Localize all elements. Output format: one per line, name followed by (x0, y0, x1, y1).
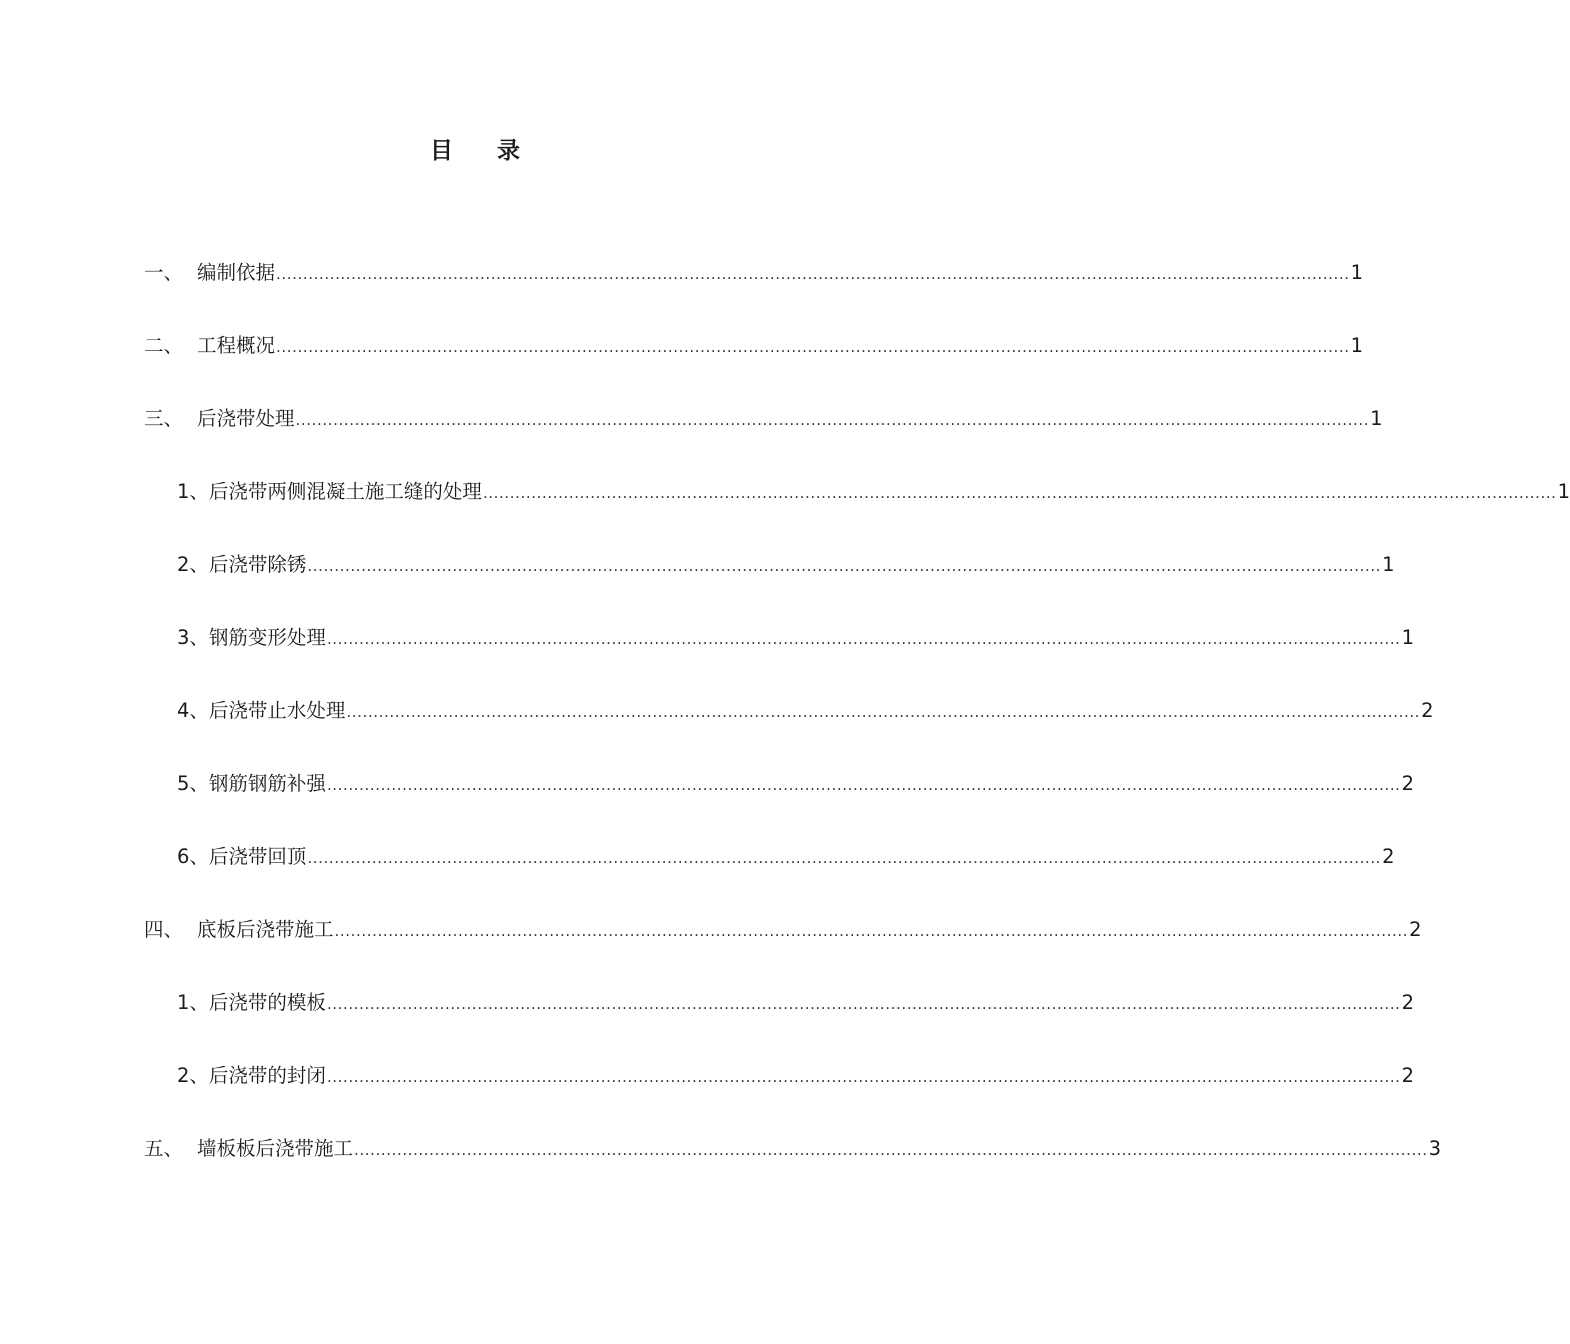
toc-entry-title: 钢筋变形处理 (208, 626, 326, 649)
toc-entry[interactable] (144, 254, 1364, 327)
toc-entry-title: 后浇带的模板 (208, 991, 326, 1014)
toc-dot-leader: ........................................................................................................................................................................................................ (326, 630, 1401, 648)
toc-dot-leader: ........................................................................................................................................................................................................ (276, 265, 1350, 283)
toc-entry-number: 三、 (144, 407, 184, 430)
toc-dot-leader: ........................................................................................................................................................................................................ (354, 1141, 1428, 1159)
page-title: 目 录 (429, 138, 538, 164)
toc-entry-number: 二、 (144, 334, 184, 357)
toc-dot-leader: ........................................................................................................................................................................................................ (482, 484, 1557, 502)
toc-page-number: 1 (1350, 334, 1364, 357)
toc-entry[interactable] (144, 692, 1434, 765)
toc-entry-number: 1、 (177, 480, 209, 503)
toc-dot-leader: ........................................................................................................................................................................................................ (346, 703, 1421, 721)
toc-page-number: 1 (1557, 480, 1570, 503)
toc-page-number: 1 (1350, 261, 1364, 284)
toc-entry-title: 钢筋钢筋补强 (208, 772, 326, 795)
toc-entry-title: 工程概况 (197, 334, 276, 357)
toc-entry-title: 后浇带两侧混凝土施工缝的处理 (208, 480, 482, 503)
toc-entry-title: 墙板板后浇带施工 (197, 1137, 354, 1160)
toc-page-number: 2 (1409, 918, 1422, 941)
toc-entry-number: 5、 (177, 772, 209, 795)
toc-page-number: 1 (1370, 407, 1383, 430)
toc-page-number: 2 (1421, 699, 1434, 722)
table-of-contents (144, 254, 1570, 1203)
toc-page-number: 2 (1382, 845, 1395, 868)
toc-entry[interactable] (144, 546, 1395, 619)
toc-dot-leader: ........................................................................................................................................................................................................ (326, 1068, 1401, 1086)
toc-page-number: 2 (1401, 1064, 1414, 1087)
toc-entry[interactable] (144, 400, 1383, 473)
toc-entry[interactable] (144, 327, 1364, 400)
toc-entry-number: 3、 (177, 626, 209, 649)
toc-entry[interactable] (144, 473, 1570, 546)
toc-dot-leader: ........................................................................................................................................................................................................ (307, 557, 1382, 575)
toc-entry-number: 6、 (177, 845, 209, 868)
toc-entry[interactable] (144, 838, 1395, 911)
toc-entry[interactable] (144, 911, 1422, 984)
toc-entry-number: 1、 (177, 991, 209, 1014)
toc-entry[interactable] (144, 619, 1414, 692)
toc-dot-leader: ........................................................................................................................................................................................................ (295, 411, 1370, 429)
toc-entry-title: 后浇带止水处理 (208, 699, 346, 722)
toc-entry[interactable] (144, 984, 1414, 1057)
toc-entry-title: 后浇带除锈 (208, 553, 307, 576)
toc-page-number: 2 (1401, 772, 1414, 795)
toc-page-number: 1 (1382, 553, 1395, 576)
toc-entry-number: 4、 (177, 699, 209, 722)
toc-dot-leader: ........................................................................................................................................................................................................ (326, 995, 1401, 1013)
toc-page-number: 1 (1401, 626, 1414, 649)
toc-entry-number: 五、 (144, 1137, 184, 1160)
toc-entry-number: 2、 (177, 553, 209, 576)
toc-entry-number: 2、 (177, 1064, 209, 1087)
toc-entry-title: 编制依据 (197, 261, 276, 284)
toc-entry-title: 底板后浇带施工 (197, 918, 334, 941)
toc-dot-leader: ........................................................................................................................................................................................................ (334, 922, 1409, 940)
toc-dot-leader: ........................................................................................................................................................................................................ (276, 338, 1350, 356)
toc-entry[interactable] (144, 765, 1414, 838)
toc-entry[interactable] (144, 1057, 1414, 1130)
toc-dot-leader: ........................................................................................................................................................................................................ (307, 849, 1382, 867)
toc-page-number: 2 (1401, 991, 1414, 1014)
toc-page-number: 3 (1428, 1137, 1442, 1160)
toc-entry-title: 后浇带处理 (197, 407, 295, 430)
toc-entry[interactable] (144, 1130, 1442, 1203)
toc-entry-number: 一、 (144, 261, 184, 284)
toc-dot-leader: ........................................................................................................................................................................................................ (326, 776, 1401, 794)
toc-entry-title: 后浇带的封闭 (208, 1064, 326, 1087)
toc-entry-title: 后浇带回顶 (208, 845, 307, 868)
toc-entry-number: 四、 (144, 918, 184, 941)
